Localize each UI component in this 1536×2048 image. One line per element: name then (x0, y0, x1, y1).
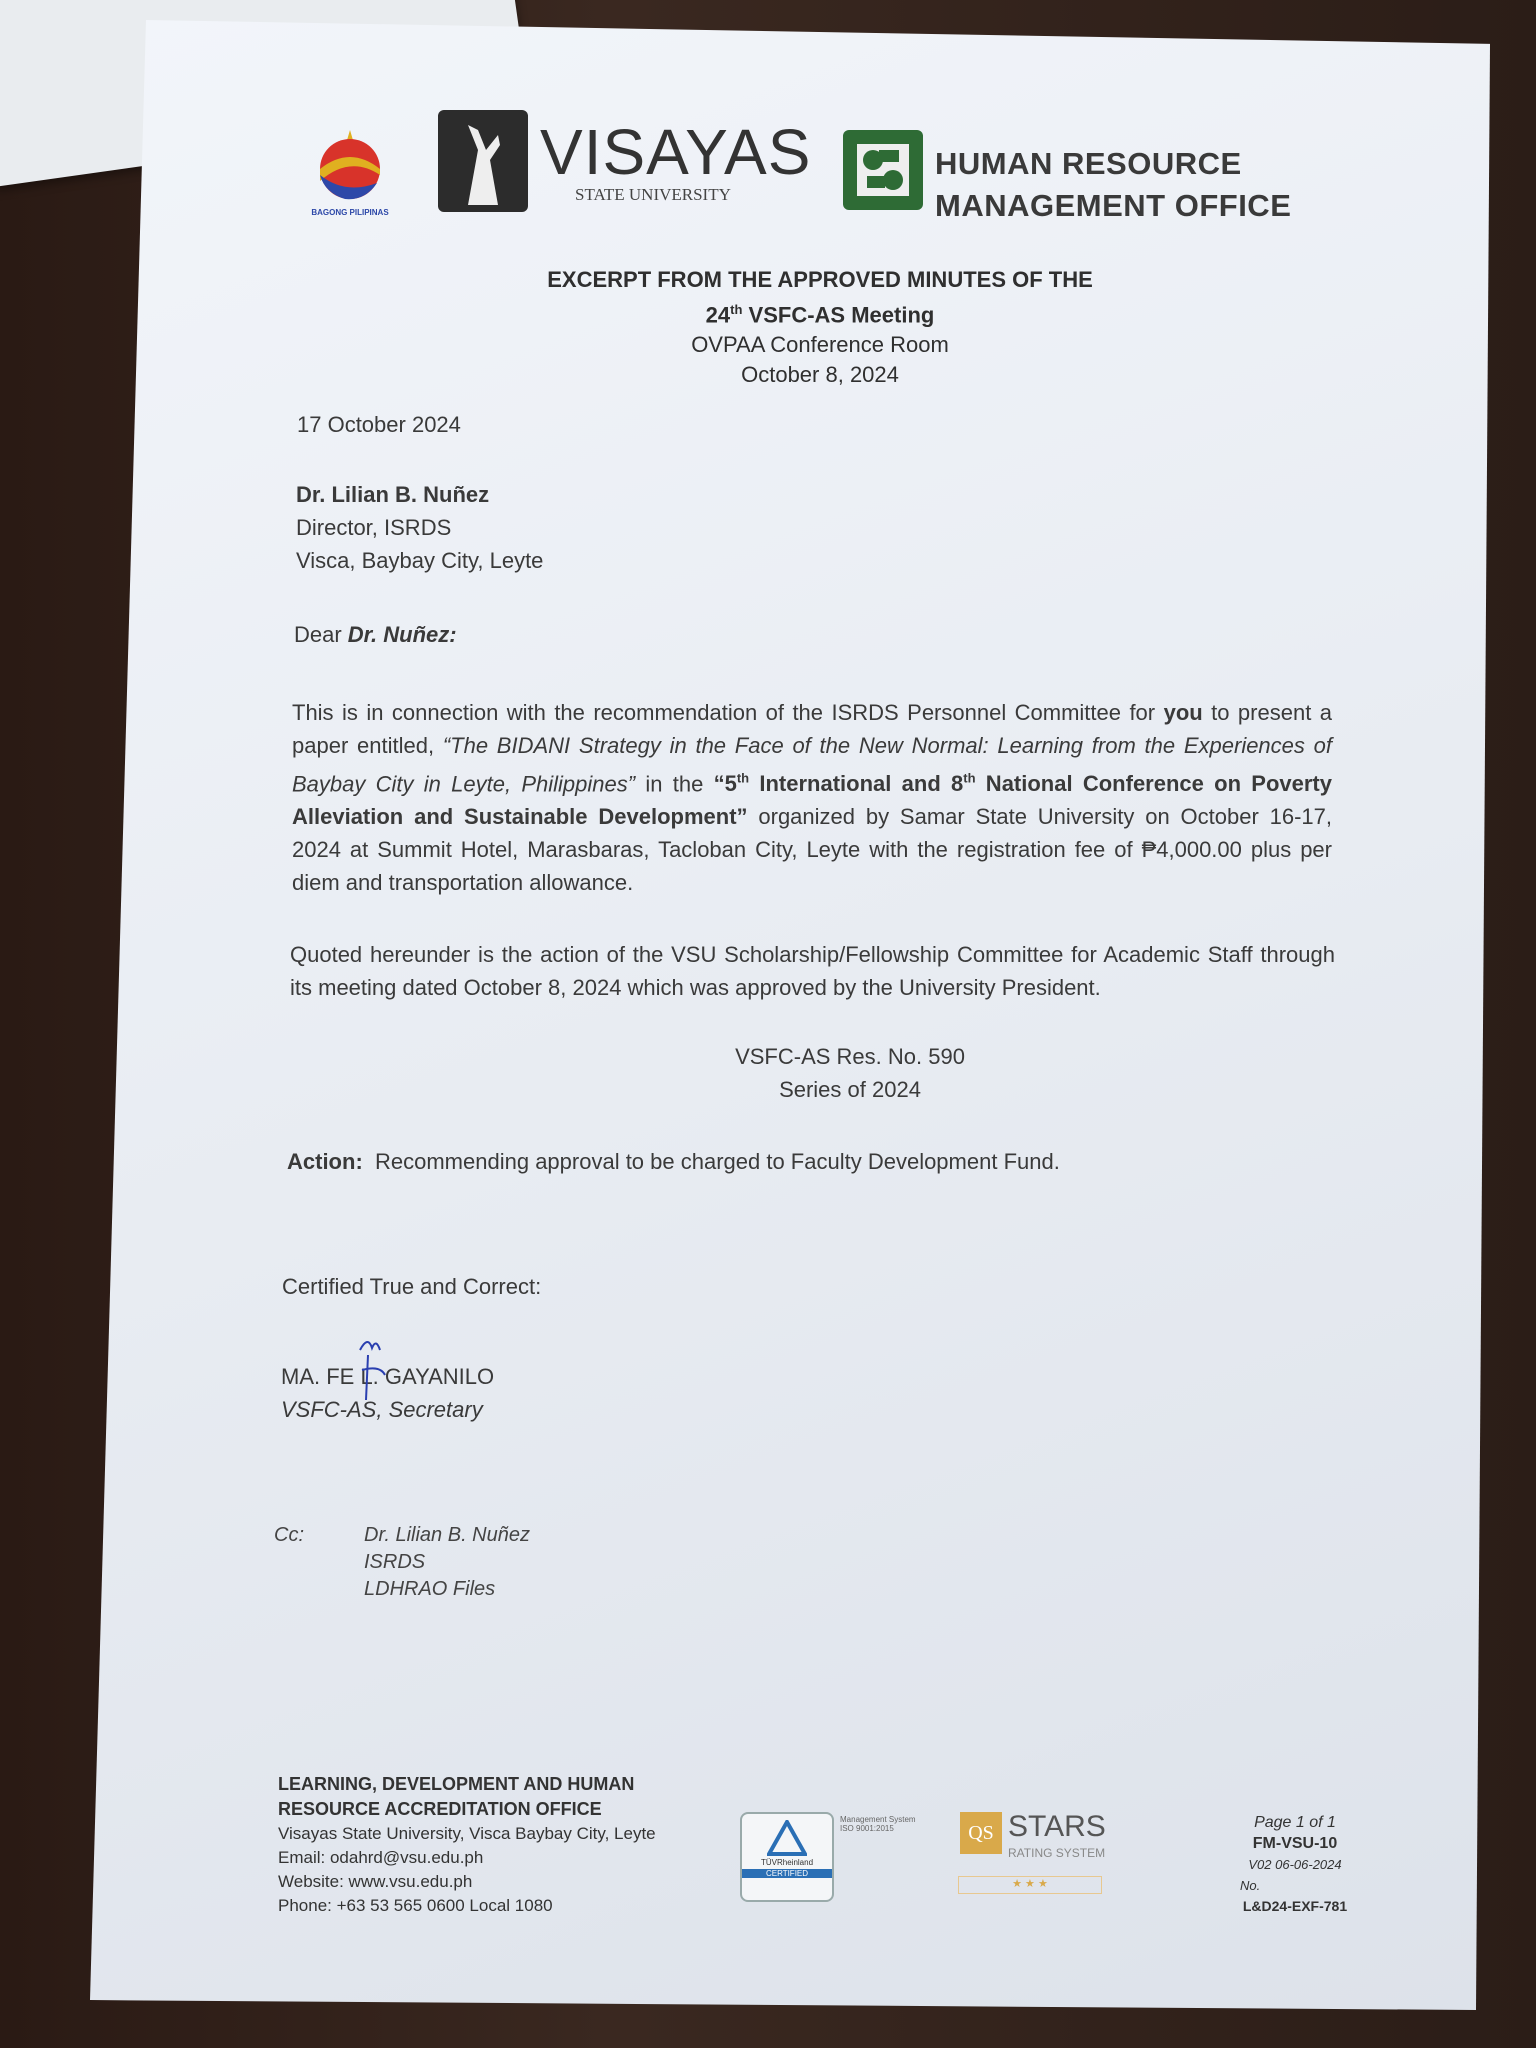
footer-phone: Phone: +63 53 565 0600 Local 1080 (278, 1896, 553, 1915)
form-info (1230, 1812, 1360, 1917)
signatory-title: VSFC-AS, Secretary (281, 1397, 483, 1422)
signature-icon (350, 1330, 410, 1410)
action-line: Action: Recommending approval to be charged to Faculty Development Fund. (287, 1149, 1060, 1174)
cc-item: ISRDS (364, 1551, 426, 1573)
addressee-block (296, 478, 543, 577)
resolution-series: Series of 2024 (779, 1077, 921, 1102)
hrmo-logo-icon (843, 130, 923, 210)
footer-office (278, 1772, 656, 1918)
cc-block (274, 1522, 530, 1600)
stars-label: STARS (1008, 1810, 1106, 1843)
title-line2: 24th VSFC-AS Meeting (705, 302, 935, 328)
addressee-position: Director, ISRDS (296, 515, 452, 540)
seal-icon (305, 125, 395, 203)
form-version: V02 06-06-2024 (1248, 1857, 1342, 1872)
footer-email: Email: odahrd@vsu.edu.ph (278, 1848, 484, 1867)
title-line4: October 8, 2024 (741, 362, 899, 388)
university-subtitle: STATE UNIVERSITY (575, 185, 731, 204)
form-code: FM-VSU-10 (1252, 1835, 1338, 1852)
page-number: Page 1 of 1 (1254, 1814, 1336, 1831)
office-name-line1: HUMAN RESOURCE (935, 146, 1242, 181)
title-block (470, 265, 1170, 390)
office-name-line2: MANAGEMENT OFFICE (935, 188, 1292, 223)
seal-text: BAGONG PILIPINAS (311, 208, 389, 217)
title-line3: OVPAA Conference Room (691, 332, 949, 358)
document-number: L&D24-EXF-781 (1242, 1898, 1348, 1914)
cc-item: LDHRAO Files (364, 1578, 496, 1600)
signatory-name: MA. FE L. GAYANILO (281, 1364, 495, 1389)
title-line1: EXCERPT FROM THE APPROVED MINUTES OF THE (547, 267, 1093, 292)
footer-office-line1: LEARNING, DEVELOPMENT AND HUMAN (278, 1774, 635, 1794)
university-name: VISAYAS (540, 116, 812, 188)
addressee-address: Visca, Baybay City, Leyte (296, 548, 544, 573)
paragraph-2: Quoted hereunder is the action of the VSU Scholarship/Fellowship Committee for Academic Staff through its meeting dated October 8, 2024 which was approved by the University President. (290, 942, 1335, 1000)
paragraph-1: This is in connection with the recommendation of the ISRDS Personnel Committee for you to present a paper entitled, “The BIDANI Strategy in the Face of the New Normal: Learning from the Experiences of Baybay City in Leyte, Philippines” in the “5th International and 8th National Conference on Poverty Alleviation and Sustainable Development” organized by Samar State University on October 16-17, 2024 at Summit Hotel, Marasbaras, Tacloban City, Leyte with the registration fee of ₱4,000.00 plus per diem and transportation allowance. (292, 700, 1333, 896)
no-label: No. (1240, 1878, 1261, 1893)
stars-rating-icon: ★ ★ ★ (958, 1876, 1102, 1894)
bagong-pilipinas-seal (300, 125, 400, 217)
footer-address: Visayas State University, Visca Baybay City, Leyte (278, 1824, 656, 1843)
stars-sub: RATING SYSTEM (1008, 1846, 1106, 1860)
footer-website: Website: www.vsu.edu.ph (278, 1872, 473, 1891)
tuv-badge: TÜVRheinland CERTIFIED (740, 1812, 834, 1902)
iso-label: Management System ISO 9001:2015 (840, 1815, 916, 1833)
cc-item: Dr. Lilian B. Nuñez (364, 1524, 530, 1546)
resolution-number: VSFC-AS Res. No. 590 (735, 1044, 965, 1069)
letter-date: 17 October 2024 (297, 412, 461, 437)
qs-logo: QS (960, 1812, 1002, 1854)
resolution-block (650, 1040, 1050, 1106)
salutation: Dear Dr. Nuñez: (294, 622, 457, 647)
footer-office-line2: RESOURCE ACCREDITATION OFFICE (278, 1799, 602, 1819)
vsu-logo-icon (438, 110, 528, 212)
tuv-triangle-icon (767, 1820, 807, 1856)
cc-label: Cc: (274, 1524, 304, 1546)
addressee-name: Dr. Lilian B. Nuñez (296, 482, 490, 507)
certified-label: Certified True and Correct: (282, 1274, 542, 1299)
office-name (935, 143, 1291, 227)
